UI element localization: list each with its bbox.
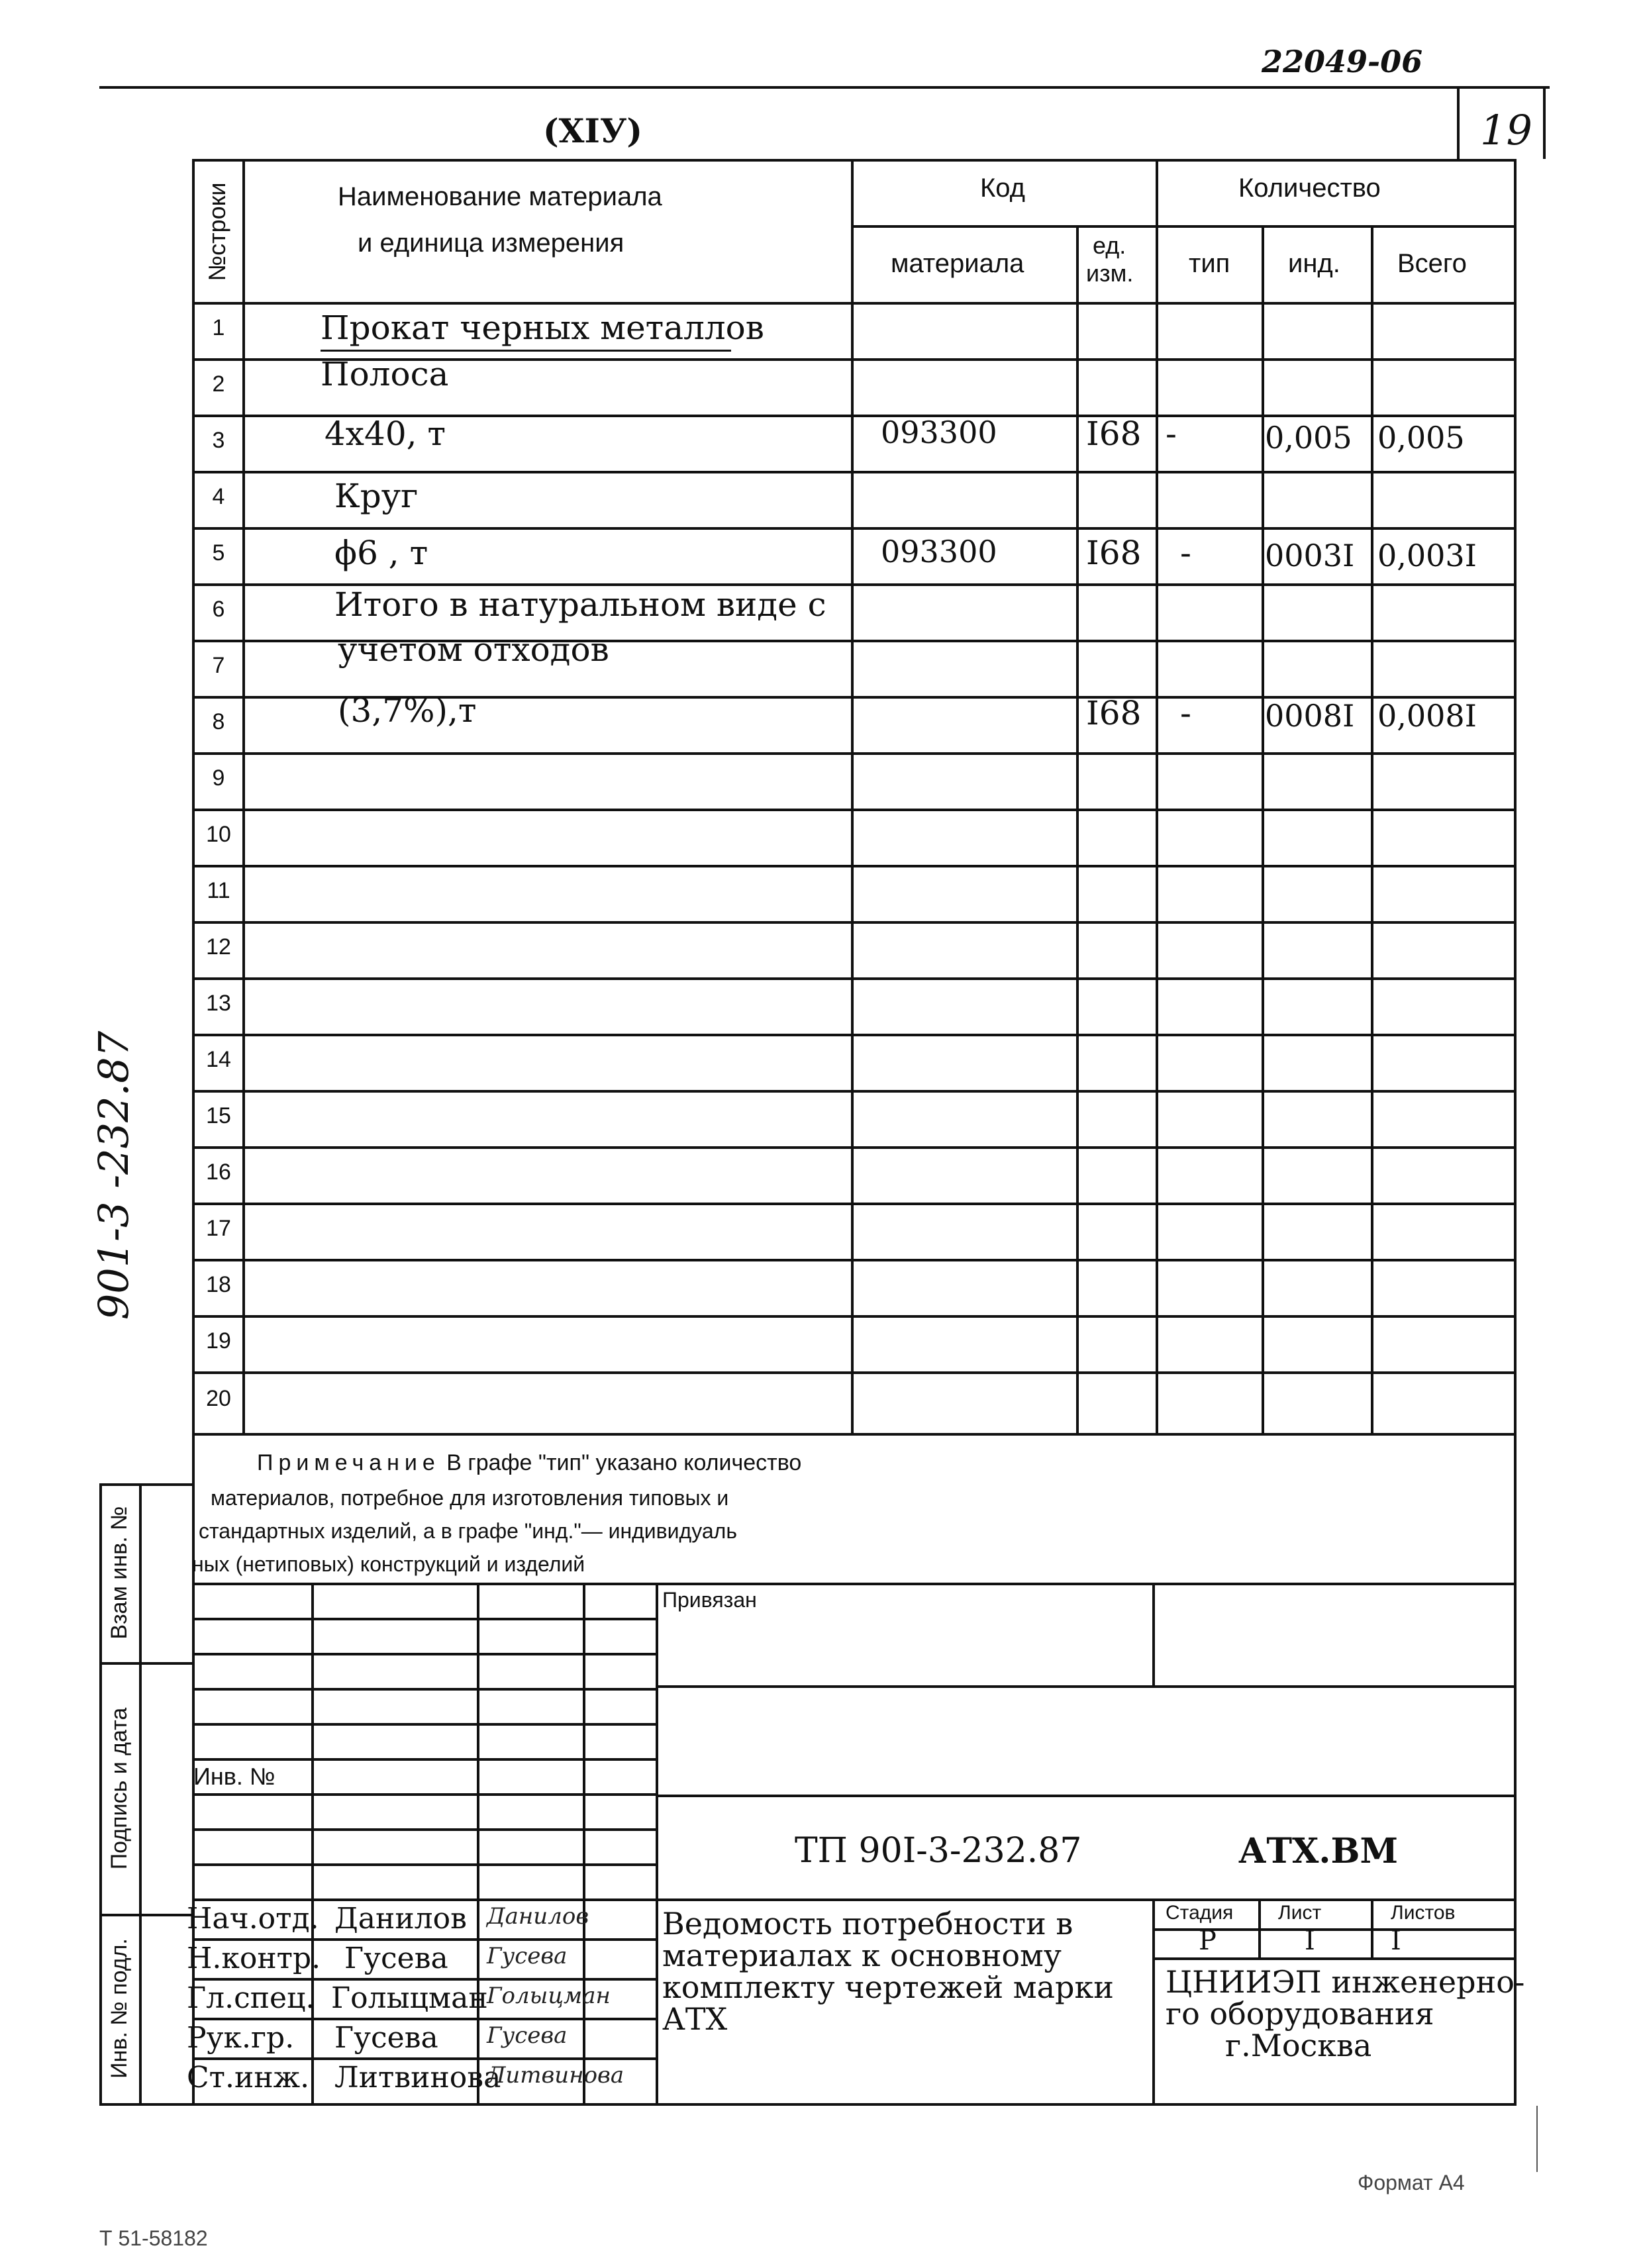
table-top-line xyxy=(192,159,1517,162)
row-name: (3,7%),т xyxy=(338,691,477,730)
row-name: учетом отходов xyxy=(338,630,609,669)
row-line xyxy=(192,471,1514,473)
row-line xyxy=(192,1146,1514,1149)
side-doc-code: 901-3 -232.87 xyxy=(89,1030,138,1320)
header-code-unit-2: изм. xyxy=(1086,260,1134,287)
row-code: 093300 xyxy=(881,534,997,569)
row-number: 8 xyxy=(212,709,225,734)
row-ind: 0008I xyxy=(1265,698,1355,734)
stamp-code-top xyxy=(656,1795,1514,1797)
format-label: Формат А4 xyxy=(1358,2171,1465,2194)
row-line xyxy=(192,1259,1514,1261)
stamp-inv-no: Инв. № xyxy=(193,1763,275,1790)
row-type: - xyxy=(1180,534,1191,572)
row-number: 12 xyxy=(206,934,231,960)
signer-name: Гусева xyxy=(344,1942,448,1975)
row-line xyxy=(192,977,1514,980)
signer-role: Гл.спец. xyxy=(187,1981,315,2015)
signer-signature: Голыцман xyxy=(487,1983,611,2009)
row-number: 11 xyxy=(207,878,230,903)
row-number: 3 xyxy=(212,428,225,453)
stamp-org-line2: го оборудования xyxy=(1166,1996,1434,2032)
stamp-org-line3: г.Москва xyxy=(1225,2028,1372,2063)
stamp-row xyxy=(192,1828,656,1831)
row-ind: 0,005 xyxy=(1265,420,1352,456)
row-name: Полоса xyxy=(321,355,449,393)
header-qty-total: Всего xyxy=(1397,249,1467,278)
row-line xyxy=(192,865,1514,867)
stamp-col-4 xyxy=(656,1583,658,2106)
col-line-code xyxy=(1076,225,1079,1436)
header-code-material: материала xyxy=(891,249,1024,278)
header-sub-line xyxy=(851,225,1514,228)
stamp-stage-label: Стадия xyxy=(1166,1902,1234,1924)
row-line xyxy=(192,1090,1514,1093)
row-number: 9 xyxy=(212,765,225,791)
row-unit: I68 xyxy=(1086,694,1142,732)
row-number: 19 xyxy=(206,1328,231,1354)
stamp-row xyxy=(192,1863,656,1866)
row-line xyxy=(192,1034,1514,1036)
stamp-row xyxy=(192,1758,656,1761)
row-number: 20 xyxy=(206,1386,231,1411)
signer-role: Нач.отд. xyxy=(187,1902,319,1936)
stamp-row xyxy=(192,1978,656,1981)
row-number: 1 xyxy=(212,315,225,340)
right-margin-dash xyxy=(1536,2106,1538,2172)
row-line xyxy=(192,752,1514,755)
signer-role: Н.контр. xyxy=(187,1942,321,1975)
stamp-sheet-value: I xyxy=(1305,1926,1315,1956)
header-name-line2: и единица измерения xyxy=(358,228,624,258)
stamp-row xyxy=(192,2057,656,2060)
side-label-podpis-data: Подпись и дата xyxy=(107,1707,132,1870)
row-code: 093300 xyxy=(881,415,997,450)
row-unit: I68 xyxy=(1086,534,1142,572)
header-qty-type: тип xyxy=(1189,249,1230,278)
side-stamp-top xyxy=(99,1483,192,1486)
col-line-ind xyxy=(1371,225,1373,1436)
row-type: - xyxy=(1166,415,1177,453)
row-number: 16 xyxy=(206,1159,231,1185)
side-label-inv-podl: Инв. № подл. xyxy=(107,1938,132,2079)
signer-signature: Гусева xyxy=(487,1943,568,1969)
header-qty-ind: инд. xyxy=(1288,249,1340,278)
note-line-3: стандартных изделий, а в графе "инд."— индивидуаль xyxy=(199,1519,737,1543)
archive-number: 22049-06 xyxy=(1262,44,1423,79)
row-unit: I68 xyxy=(1086,415,1142,453)
stamp-title-line4: АТХ xyxy=(662,2001,728,2037)
stamp-row xyxy=(192,1618,656,1620)
row-line xyxy=(192,809,1514,811)
bottom-code: Т 51-58182 xyxy=(99,2226,208,2250)
row-total: 0,005 xyxy=(1377,420,1465,456)
row-number: 2 xyxy=(212,371,225,397)
sheet-number: 19 xyxy=(1480,106,1532,154)
row-name: Итого в натуральном виде с xyxy=(334,585,826,624)
stamp-col-3 xyxy=(583,1583,585,2106)
signer-role: Ст.инж. xyxy=(187,2061,310,2095)
row-name: ϕ6 , т xyxy=(334,534,428,572)
row-number: 17 xyxy=(206,1216,231,1241)
header-code: Код xyxy=(980,173,1026,203)
col-line-type xyxy=(1262,225,1264,1436)
row-number: 18 xyxy=(206,1272,231,1297)
note-line-4: ных (нетиповых) конструкций и изделий xyxy=(192,1552,585,1576)
row-type: - xyxy=(1180,694,1191,732)
stamp-row xyxy=(192,1653,656,1655)
stamp-row xyxy=(192,1938,656,1941)
side-stamp-mid xyxy=(139,1483,142,2106)
signer-signature: Данилов xyxy=(487,1903,589,1930)
stamp-privyazan-bottom xyxy=(656,1685,1514,1688)
signer-signature: Литвинова xyxy=(487,2062,624,2089)
side-label-vzam-inv: Взам инв. № xyxy=(107,1506,132,1640)
row-number: 15 xyxy=(206,1103,231,1128)
stamp-title-line1: Ведомость потребности в xyxy=(662,1906,1073,1942)
row-ind: 0003I xyxy=(1265,538,1355,573)
stamp-sheet-label: Лист xyxy=(1278,1902,1322,1924)
row-number: 14 xyxy=(206,1047,231,1072)
stamp-sheet-col xyxy=(1371,1898,1373,1957)
row-line xyxy=(192,1315,1514,1318)
stamp-row xyxy=(192,2018,656,2020)
stamp-title-line3: комплекту чертежей марки xyxy=(662,1969,1114,2005)
stamp-privyazan-right xyxy=(1152,1583,1155,1685)
row-number: 10 xyxy=(206,822,231,847)
sheet-number-box-left xyxy=(1457,86,1460,159)
row-name: Прокат черных металлов xyxy=(321,309,764,347)
row-number: 7 xyxy=(212,653,225,678)
side-stamp-line xyxy=(99,1662,192,1665)
header-bottom-line xyxy=(192,302,1514,305)
row-line xyxy=(192,1371,1514,1374)
signer-name: Голыцман xyxy=(331,1981,488,2015)
stamp-col-1 xyxy=(311,1583,314,2106)
signer-role: Рук.гр. xyxy=(187,2021,295,2055)
stamp-row xyxy=(192,1723,656,1726)
row-number: 4 xyxy=(212,484,225,509)
row-number: 13 xyxy=(206,991,231,1016)
stamp-doc-mark: АТХ.ВМ xyxy=(1238,1831,1399,1871)
header-row-number: №строки xyxy=(203,182,230,281)
note-line-1 xyxy=(257,1450,801,1476)
stamp-top-line xyxy=(192,1583,1514,1585)
stamp-stage-col xyxy=(1258,1898,1261,1957)
col-line-rownum xyxy=(242,159,245,1436)
row-line xyxy=(192,1203,1514,1205)
signer-name: Литвинова xyxy=(334,2061,501,2095)
note-text: В графе "тип" указано количество xyxy=(440,1450,802,1475)
signer-name: Гусева xyxy=(334,2021,438,2055)
row-line xyxy=(192,1433,1514,1436)
sheet-number-box-right xyxy=(1543,86,1546,159)
signer-name: Данилов xyxy=(334,1902,467,1936)
stamp-row xyxy=(192,1898,1514,1901)
stamp-org-line1: ЦНИИЭП инженерно- xyxy=(1166,1964,1525,2000)
row-total: 0,008I xyxy=(1377,698,1477,734)
side-stamp-left xyxy=(99,1483,102,2106)
stamp-stage-line-2 xyxy=(1152,1957,1514,1960)
stamp-row xyxy=(192,1688,656,1691)
stamp-privyazan: Привязан xyxy=(662,1588,757,1612)
signer-signature: Гусева xyxy=(487,2022,568,2049)
row-number: 5 xyxy=(212,540,225,566)
stamp-sheets-label: Листов xyxy=(1391,1902,1456,1924)
row-name: 4х40, т xyxy=(324,415,446,453)
stamp-col-2 xyxy=(477,1583,479,2106)
stamp-doc-code: ТП 90I-3-232.87 xyxy=(795,1831,1082,1871)
row-name: Круг xyxy=(334,477,419,515)
top-border-line xyxy=(99,86,1550,89)
stamp-title-line2: материалах к основному xyxy=(662,1938,1062,1973)
section-label: (XIУ) xyxy=(543,111,643,150)
note-lead: Примечание xyxy=(257,1450,440,1475)
stamp-bottom-line xyxy=(192,2103,1514,2106)
row-line xyxy=(192,527,1514,530)
row-number: 6 xyxy=(212,597,225,622)
header-code-unit-1: ед. xyxy=(1093,232,1126,259)
stamp-row xyxy=(192,1793,656,1796)
row1-underline xyxy=(321,350,731,352)
stamp-stage-value: Р xyxy=(1199,1926,1217,1956)
stamp-sheets-value: I xyxy=(1391,1926,1401,1956)
header-name-line1: Наименование материала xyxy=(338,182,662,211)
row-total: 0,003I xyxy=(1377,538,1477,573)
header-quantity: Количество xyxy=(1238,173,1381,203)
row-line xyxy=(192,921,1514,924)
table-right-line xyxy=(1514,159,1517,2106)
col-line-name xyxy=(851,159,854,1436)
note-line-2: материалов, потребное для изготовления типовых и xyxy=(211,1486,729,1510)
col-line-unit xyxy=(1156,159,1158,1436)
